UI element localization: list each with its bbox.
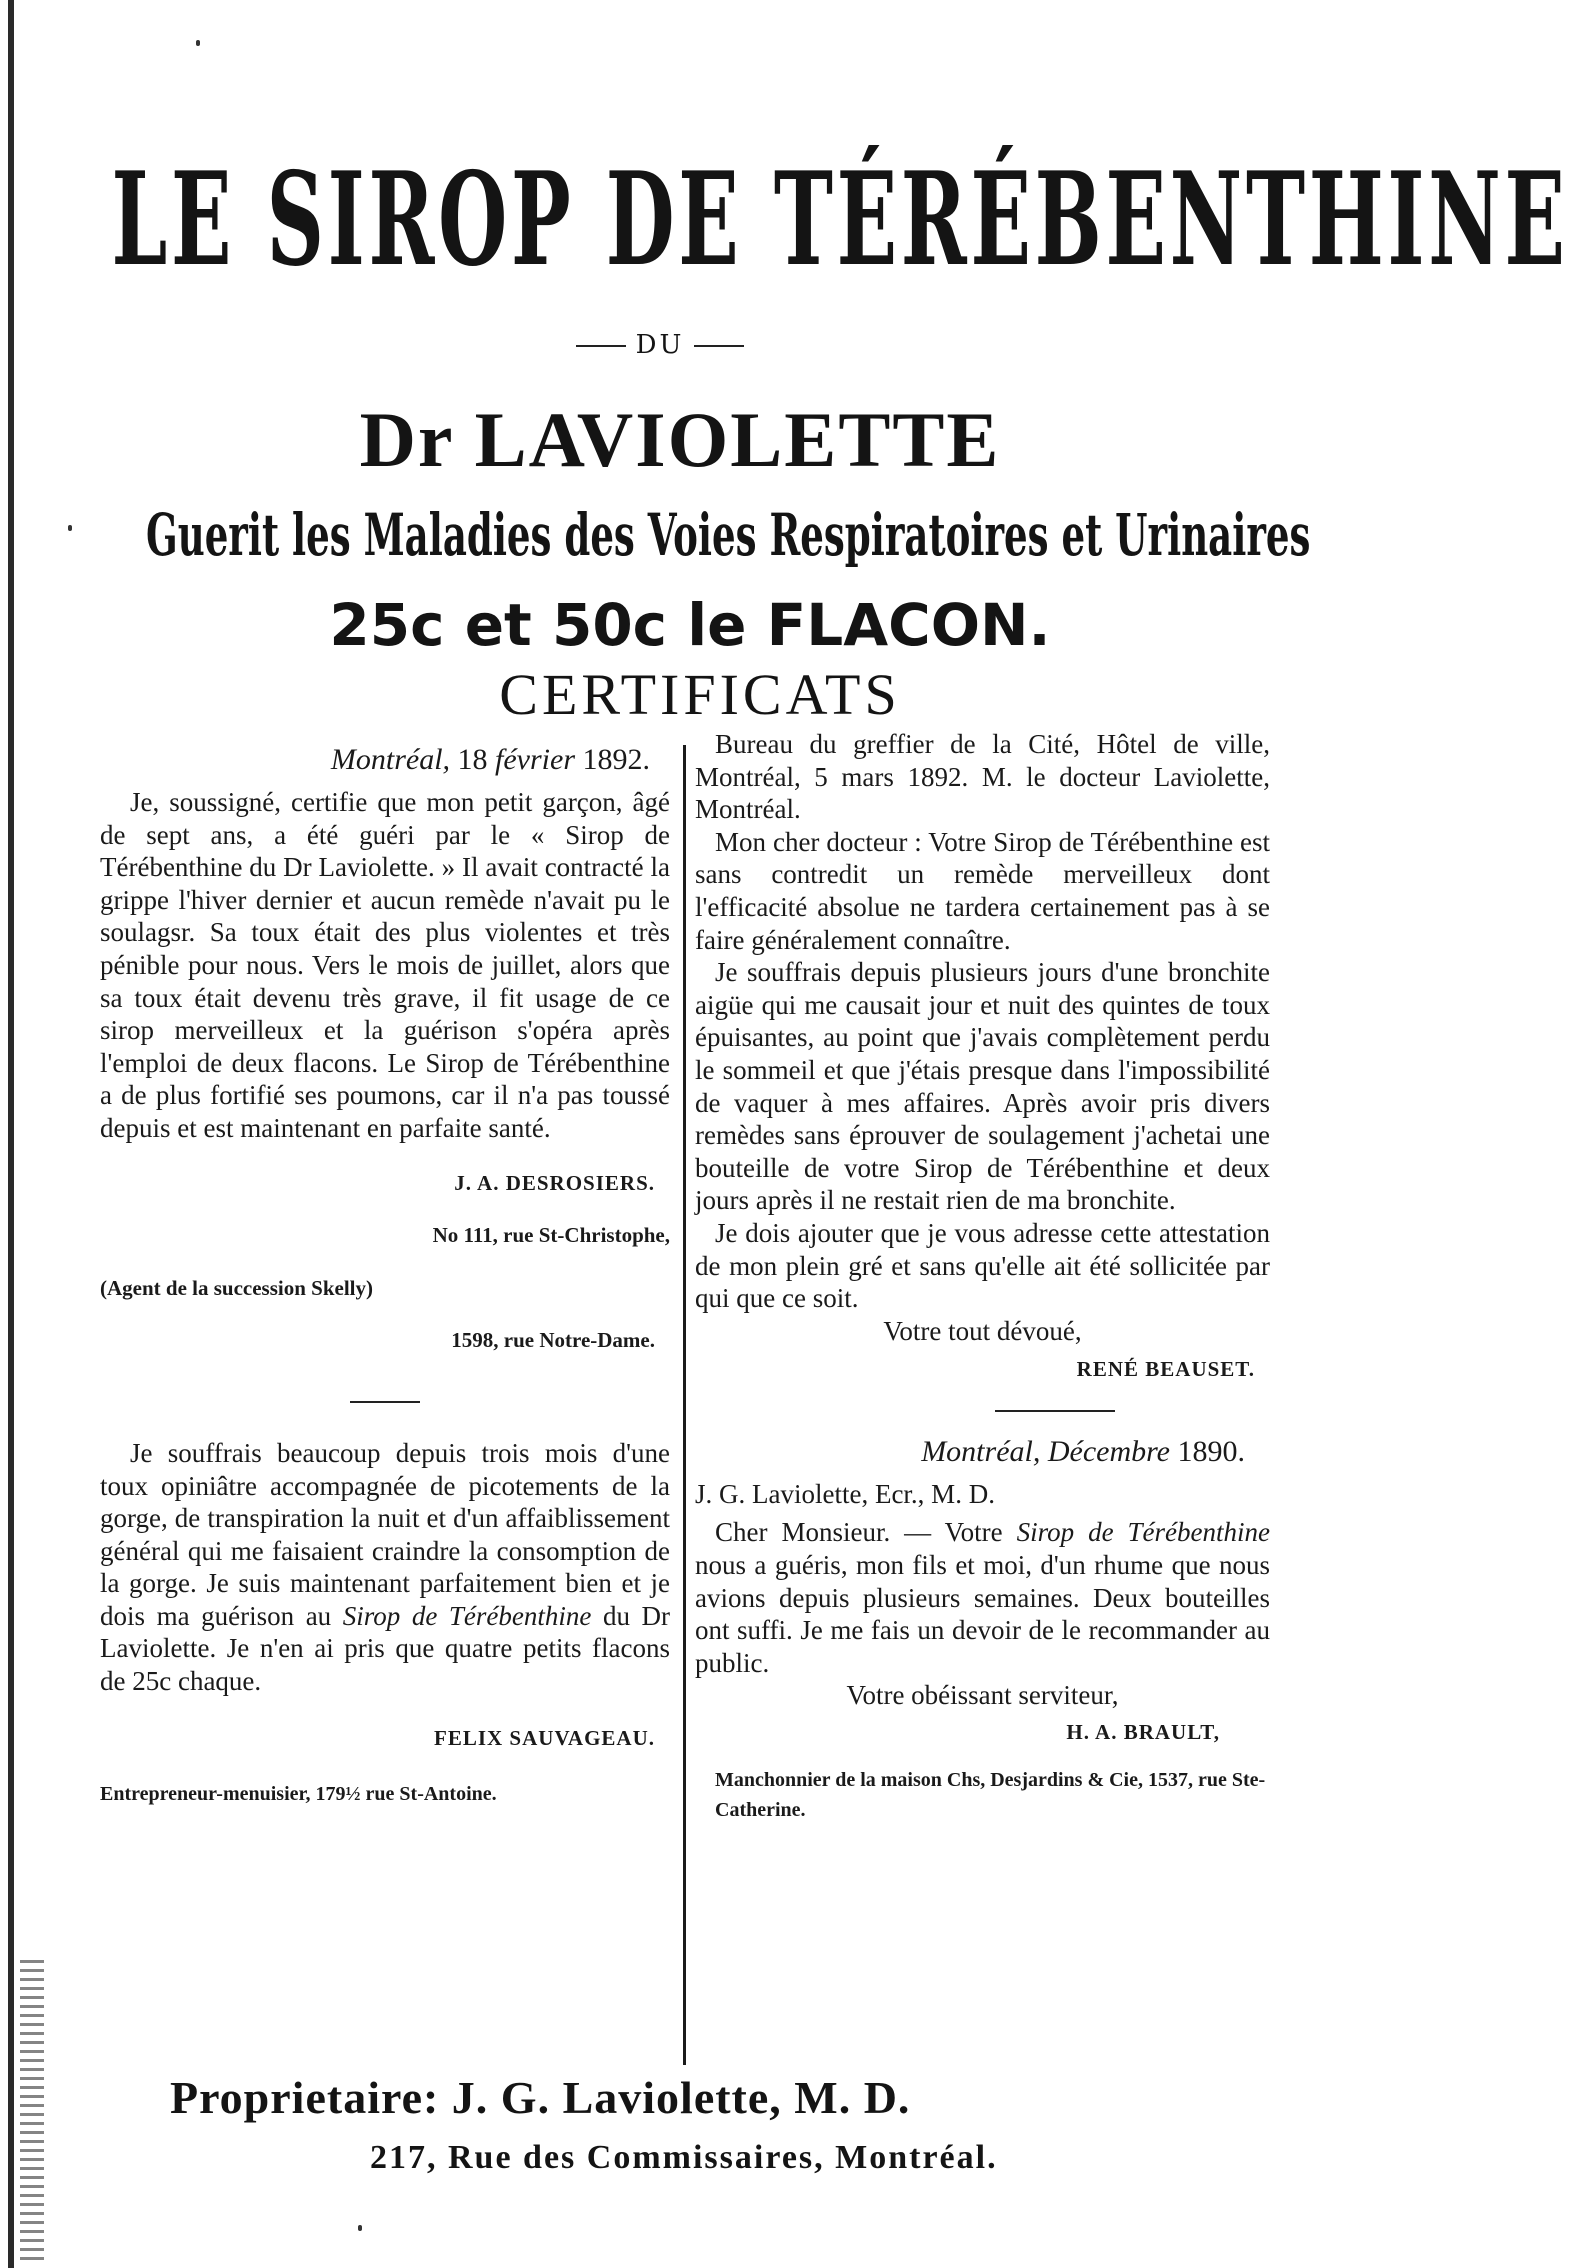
ad-title-block <box>110 145 1569 295</box>
ad-title: LE SIROP DE TÉRÉBENTHINE <box>111 145 1569 295</box>
cert4-body-end: nous a guéris, mon fils et moi, d'un rhume que nous avions depuis plusieurs semaines. Deux bouteilles ont suffi. Je me fais un devoir de le recommander au public. <box>695 1550 1270 1678</box>
cert4-product-name: Sirop de Térébenthine <box>1016 1517 1270 1548</box>
cures-line: Guerit les Maladies des Voies Respiratoires et Urinaires <box>146 501 1311 569</box>
page-edge-damage <box>20 1960 44 2260</box>
ink-speck <box>68 525 72 531</box>
separator-rule <box>995 1410 1115 1412</box>
cert1-dateline <box>100 740 670 780</box>
left-column <box>100 740 670 1811</box>
cert4-date-year: 1890. <box>1177 1434 1245 1468</box>
cert4-date-place: Montréal, <box>921 1434 1041 1468</box>
section-heading: CERTIFICATS <box>499 662 901 727</box>
proprietor-line: Proprietaire: J. G. Laviolette, M. D. <box>170 2072 911 2123</box>
cert4-closing: Votre obéissant serviteur, <box>846 1680 1119 1711</box>
cures-block <box>140 495 1311 575</box>
cert4-body-start: Cher Monsieur. — Votre <box>715 1517 1017 1548</box>
cert4-dateline <box>695 1432 1270 1472</box>
cert3-intro: Bureau du greffier de la Cité, Hôtel de ville, Montréal, 5 mars 1892. M. le docteur Laviolette, Montréal. <box>695 729 1270 825</box>
cert1-signature: J. A. DESROSIERS. <box>454 1170 655 1195</box>
column-divider <box>683 745 686 2065</box>
cert3-closing: Votre tout dévoué, <box>883 1315 1082 1346</box>
cert2-body <box>100 1437 670 1698</box>
cert2-body-start: Je souffrais beaucoup depuis trois mois d'une toux opiniâtre accompagnée de picotements de la gorge, de transpiration la nuit et d'un affaiblissement général qui me faisaient craindre la consomption de la gorge. Je suis maintenant parfaitement bien et je dois ma guérison au <box>100 1437 670 1631</box>
doctor-name: Dr LAVIOLETTE <box>359 396 1001 483</box>
cert2-address: Entrepreneur-menuisier, 179½ rue St-Antoine. <box>100 1783 497 1806</box>
cert4-address: Manchonnier de la maison Chs, Desjardins & Cie, 1537, rue Ste-Catherine. <box>715 1768 1266 1821</box>
cert1-date-day: 18 <box>457 743 488 776</box>
cert3-signature: RENÉ BEAUSET. <box>1076 1357 1255 1382</box>
page-edge-rule <box>8 0 14 2268</box>
cert2-product-name: Sirop de Térébenthine <box>342 1600 592 1631</box>
cert1-address3: 1598, rue Notre-Dame. <box>451 1328 655 1353</box>
cert1-date-place: Montréal, <box>330 743 451 776</box>
du-text: DU <box>635 330 685 360</box>
cert4-body <box>695 1516 1270 1679</box>
proprietor-address: 217, Rue des Commissaires, Montréal. <box>370 2139 998 2176</box>
cert4-addressee: J. G. Laviolette, Ecr., M. D. <box>695 1478 995 1509</box>
cert3-paragraph1: Mon cher docteur : Votre Sirop de Térébenthine est sans contredit un remède merveilleux dont l'efficacité absolue ne tardera certainement pas à se faire généralement connaître. <box>695 826 1270 955</box>
cert2-body-end: du Dr Laviolette. Je n'en ai pris que quatre petits flacons de 25c chaque. <box>100 1600 671 1697</box>
cert1-date-year: 1892. <box>582 743 650 776</box>
ink-speck <box>358 2225 362 2231</box>
cert1-date-month: février <box>495 743 575 776</box>
cert4-signature: H. A. BRAULT, <box>1066 1720 1220 1745</box>
cert1-address2: (Agent de la succession Skelly) <box>100 1275 373 1300</box>
separator-rule <box>350 1401 420 1403</box>
cert1-address1: No 111, rue St-Christophe, <box>432 1223 670 1248</box>
cert1-body: Je, soussigné, certifie que mon petit garçon, âgé de sept ans, a été guéri par le « Sirop de Térébenthine du Dr Laviolette. » Il avait contracté la grippe l'hiver dernier et aucun remède n'avait pu le soulagsr. Sa toux était des plus violentes et très pénible pour nous. Vers le mois de juillet, alors que sa toux était devenu très grave, il fit usage de ce sirop merveilleux et la guérison s'opéra après l'emploi de deux flacons. Le Sirop de Térébenthine a de plus fortifié ses poumons, car il n'a pas toussé depuis et est maintenant en parfaite santé. <box>100 787 670 1143</box>
cert3-paragraph2: Je souffrais depuis plusieurs jours d'une bronchite aigüe qui me causait jour et nuit des quintes de toux épuisantes, au point que j'avais complètement perdu le sommeil et que j'étais presque dans l'impossibilité de vaquer à mes affaires. Après avoir pris divers remèdes sans éprouver de soulagement j'achetai une bouteille de votre Sirop de Térébenthine et deux jours après il ne restait rien de ma bronchite. <box>695 957 1270 1216</box>
du-line <box>560 330 760 360</box>
cert2-signature: FELIX SAUVAGEAU. <box>434 1725 655 1750</box>
right-column <box>695 728 1270 1825</box>
ink-speck <box>196 40 200 46</box>
price-line: 25c et 50c le FLACON. <box>329 591 1051 659</box>
cert4-date-month: Décembre <box>1047 1434 1170 1468</box>
cert3-paragraph3: Je dois ajouter que je vous adresse cette attestation de mon plein gré et sans qu'elle ait été sollicitée par qui que ce soit. <box>695 1217 1270 1314</box>
